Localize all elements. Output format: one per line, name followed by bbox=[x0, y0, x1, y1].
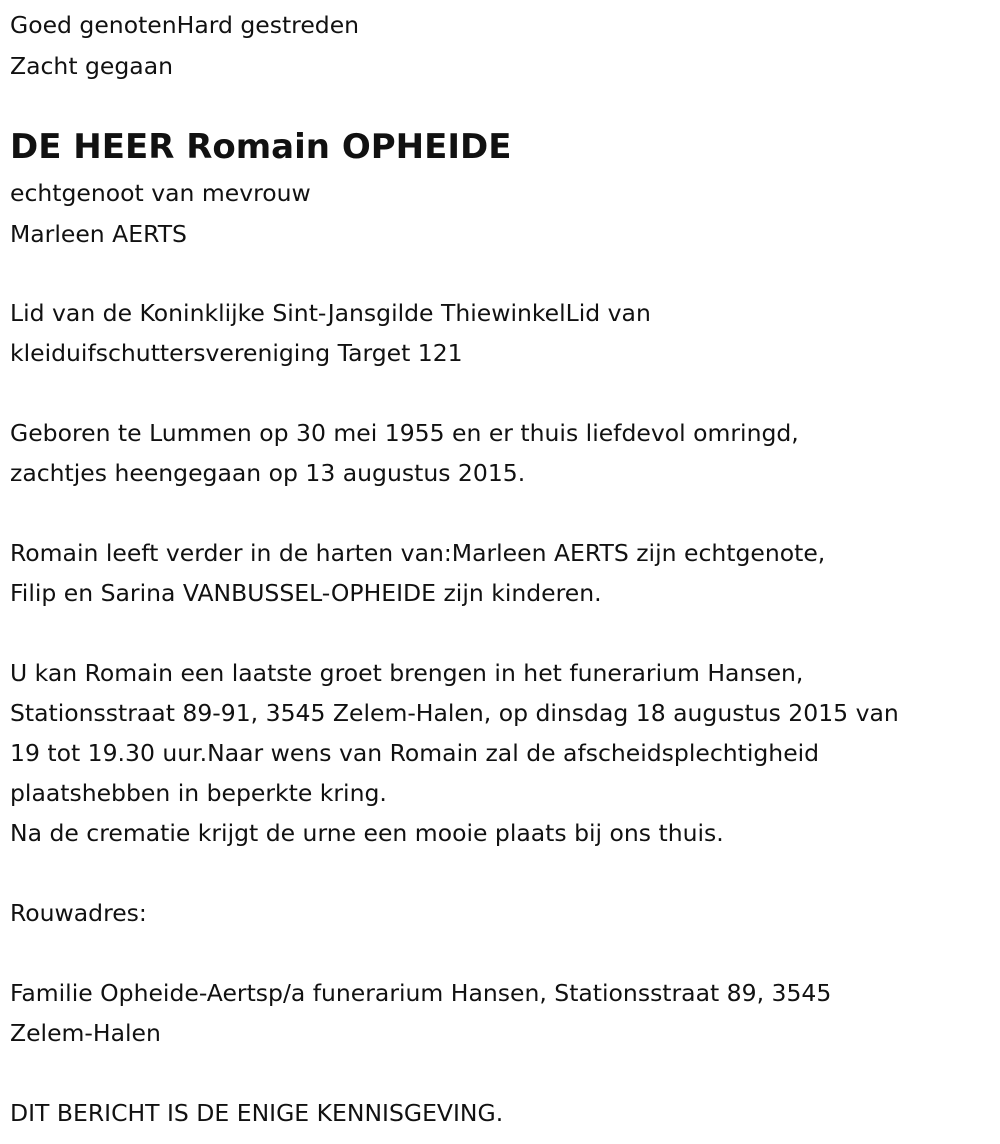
spouse-line-2: Marleen AERTS bbox=[10, 220, 187, 248]
intro-line-2: Zacht gegaan bbox=[10, 52, 173, 80]
notice: DIT BERICHT IS DE ENIGE KENNISGEVING. bbox=[10, 1099, 504, 1127]
farewell-line-3: 19 tot 19.30 uur.Naar wens van Romain zal de afscheidsplechtigheid bbox=[10, 739, 820, 767]
family-line-1: Romain leeft verder in de harten van:Marleen AERTS zijn echtgenote, bbox=[10, 539, 826, 567]
spouse-line-1: echtgenoot van mevrouw bbox=[10, 179, 311, 207]
address-label: Rouwadres: bbox=[10, 899, 147, 927]
membership-line-1: Lid van de Koninklijke Sint-Jansgilde ThiewinkelLid van bbox=[10, 299, 651, 327]
birth-line-1: Geboren te Lummen op 30 mei 1955 en er thuis liefdevol omringd, bbox=[10, 419, 799, 447]
address-line-1: Familie Opheide-Aertsp/a funerarium Hansen, Stationsstraat 89, 3545 bbox=[10, 979, 832, 1007]
farewell-line-1: U kan Romain een laatste groet brengen in het funerarium Hansen, bbox=[10, 659, 804, 687]
family-line-2: Filip en Sarina VANBUSSEL-OPHEIDE zijn kinderen. bbox=[10, 579, 602, 607]
farewell-line-4: plaatshebben in beperkte kring. bbox=[10, 779, 387, 807]
address-line-2: Zelem-Halen bbox=[10, 1019, 161, 1047]
birth-line-2: zachtjes heengegaan op 13 augustus 2015. bbox=[10, 459, 526, 487]
intro-line-1: Goed genotenHard gestreden bbox=[10, 11, 360, 39]
membership-line-2: kleiduifschuttersvereniging Target 121 bbox=[10, 339, 463, 367]
page-title: DE HEER Romain OPHEIDE bbox=[10, 127, 512, 167]
farewell-line-2: Stationsstraat 89-91, 3545 Zelem-Halen, op dinsdag 18 augustus 2015 van bbox=[10, 699, 899, 727]
farewell-line-5: Na de crematie krijgt de urne een mooie plaats bij ons thuis. bbox=[10, 819, 724, 847]
